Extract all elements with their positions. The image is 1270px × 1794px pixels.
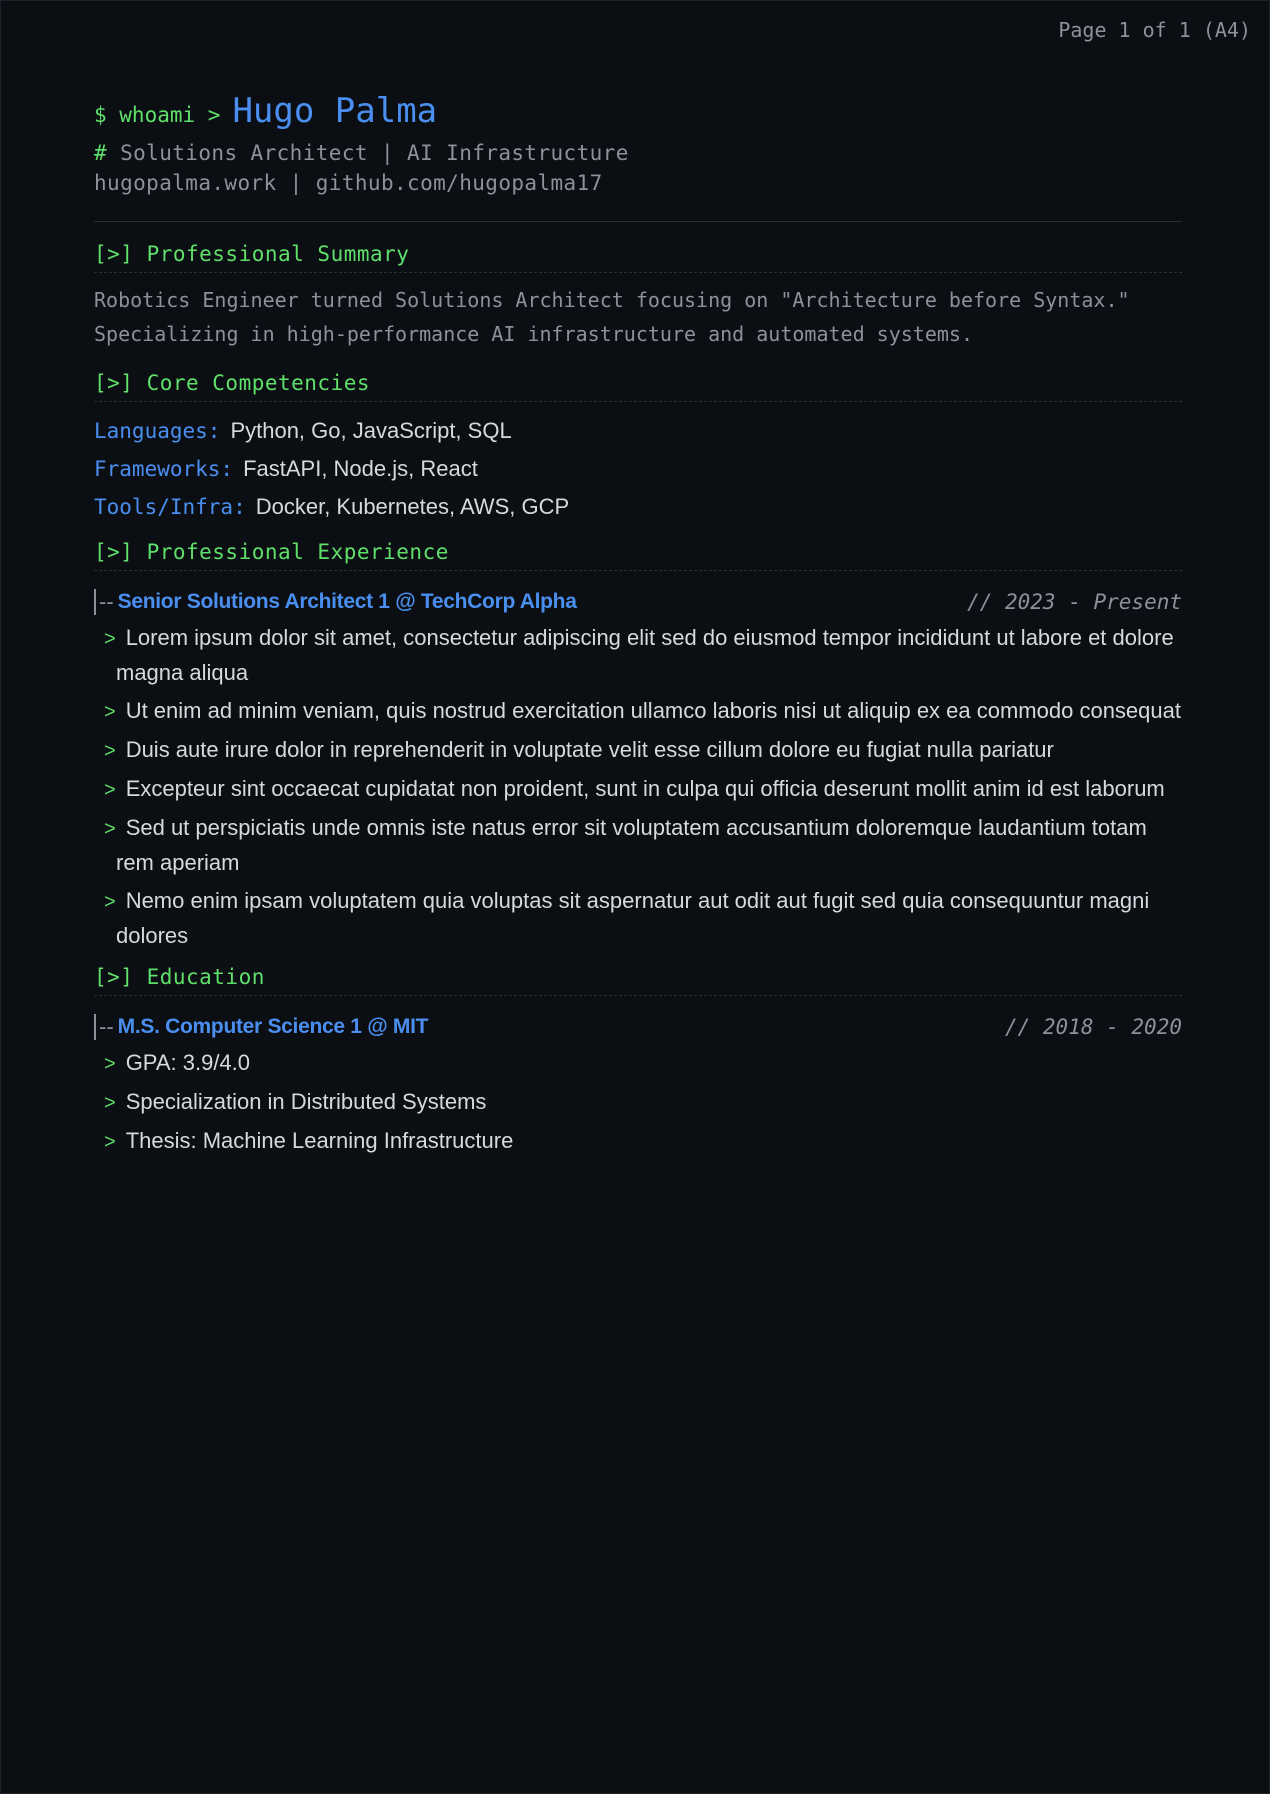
section-title-experience: [>] Professional Experience xyxy=(94,540,1182,571)
tree-connector: -- xyxy=(99,1014,114,1039)
bullet-chevron-icon: > xyxy=(104,740,116,762)
education-date: // 2018 - 2020 xyxy=(1004,1015,1182,1039)
page-indicator: Page 1 of 1 (A4) xyxy=(1058,18,1251,42)
bullet-text: Duis aute irure dolor in reprehenderit in voluptate velit esse cillum dolore eu fugiat nulla pariatur xyxy=(125,737,1054,762)
bullet-chevron-icon: > xyxy=(104,779,116,801)
experience-bullets xyxy=(94,621,1182,953)
bullet-chevron-icon: > xyxy=(104,1053,116,1075)
bullet-chevron-icon: > xyxy=(104,628,116,650)
header-divider xyxy=(94,221,1182,222)
education-title: M.S. Computer Science 1 @ MIT xyxy=(117,1015,429,1038)
bullet-item xyxy=(104,811,1182,880)
bullet-chevron-icon: > xyxy=(104,891,116,913)
competencies-list xyxy=(94,412,1182,526)
education-bullets xyxy=(94,1046,1182,1159)
section-title-competencies: [>] Core Competencies xyxy=(94,371,1182,402)
tree-connector: -- xyxy=(99,589,114,614)
competency-row xyxy=(94,488,1182,526)
competency-row xyxy=(94,412,1182,450)
competency-value: Python, Go, JavaScript, SQL xyxy=(230,418,512,443)
bullet-text: Specialization in Distributed Systems xyxy=(125,1089,487,1114)
entry-title-group xyxy=(94,589,577,615)
header xyxy=(94,91,1182,131)
resume-content xyxy=(94,91,1182,1171)
bullet-text: Ut enim ad minim veniam, quis nostrud exercitation ullamco laboris nisi ut aliquip ex ea commodo consequat xyxy=(125,698,1181,723)
competency-value: Docker, Kubernetes, AWS, GCP xyxy=(255,494,570,519)
bullet-item xyxy=(104,733,1182,768)
entry-title-group xyxy=(94,1014,428,1040)
experience-date: // 2023 - Present xyxy=(967,590,1182,614)
whoami-prompt: $ whoami > xyxy=(94,103,221,127)
experience-title: Senior Solutions Architect 1 @ TechCorp Alpha xyxy=(117,590,577,613)
bullet-chevron-icon: > xyxy=(104,818,116,840)
section-title-education: [>] Education xyxy=(94,965,1182,996)
bullet-item xyxy=(104,772,1182,807)
experience-entry-header xyxy=(94,589,1182,615)
bullet-item xyxy=(104,884,1182,953)
competency-value: FastAPI, Node.js, React xyxy=(243,456,478,481)
bullet-text: GPA: 3.9/4.0 xyxy=(125,1050,251,1075)
bullet-item xyxy=(104,621,1182,690)
bullet-text: Thesis: Machine Learning Infrastructure xyxy=(125,1128,514,1153)
competency-label: Frameworks: xyxy=(94,457,234,481)
contact-links: hugopalma.work | github.com/hugopalma17 xyxy=(94,171,603,195)
competency-row xyxy=(94,450,1182,488)
bullet-text: Lorem ipsum dolor sit amet, consectetur adipiscing elit sed do eiusmod tempor incididunt ut labore et dolore magna aliqua xyxy=(116,625,1174,685)
competency-label: Tools/Infra: xyxy=(94,495,246,519)
bullet-chevron-icon: > xyxy=(104,1131,116,1153)
role-prefix: # xyxy=(94,141,108,165)
bullet-text: Excepteur sint occaecat cupidatat non proident, sunt in culpa qui officia deserunt mollit anim id est laborum xyxy=(125,776,1165,801)
bullet-chevron-icon: > xyxy=(104,701,116,723)
role-line xyxy=(94,141,1182,165)
education-entry-header xyxy=(94,1014,1182,1040)
competency-label: Languages: xyxy=(94,419,221,443)
section-title-summary: [>] Professional Summary xyxy=(94,242,1182,273)
bullet-item xyxy=(104,1085,1182,1120)
bullet-chevron-icon: > xyxy=(104,1092,116,1114)
bullet-text: Sed ut perspiciatis unde omnis iste natus error sit voluptatem accusantium doloremque laudantium totam rem aperiam xyxy=(116,815,1147,875)
bullet-text: Nemo enim ipsam voluptatem quia voluptas sit aspernatur aut odit aut fugit sed quia consequuntur magni dolores xyxy=(116,888,1150,948)
candidate-name: Hugo Palma xyxy=(232,91,438,131)
bullet-item xyxy=(104,1046,1182,1081)
bullet-item xyxy=(104,1124,1182,1159)
bullet-item xyxy=(104,694,1182,729)
summary-text: Robotics Engineer turned Solutions Architect focusing on "Architecture before Syntax." Specializing in high-performance AI infrastructure and automated systems. xyxy=(94,288,1130,346)
role-title: Solutions Architect | AI Infrastructure xyxy=(120,141,629,165)
tree-bar-icon xyxy=(94,589,96,615)
tree-bar-icon xyxy=(94,1014,96,1040)
